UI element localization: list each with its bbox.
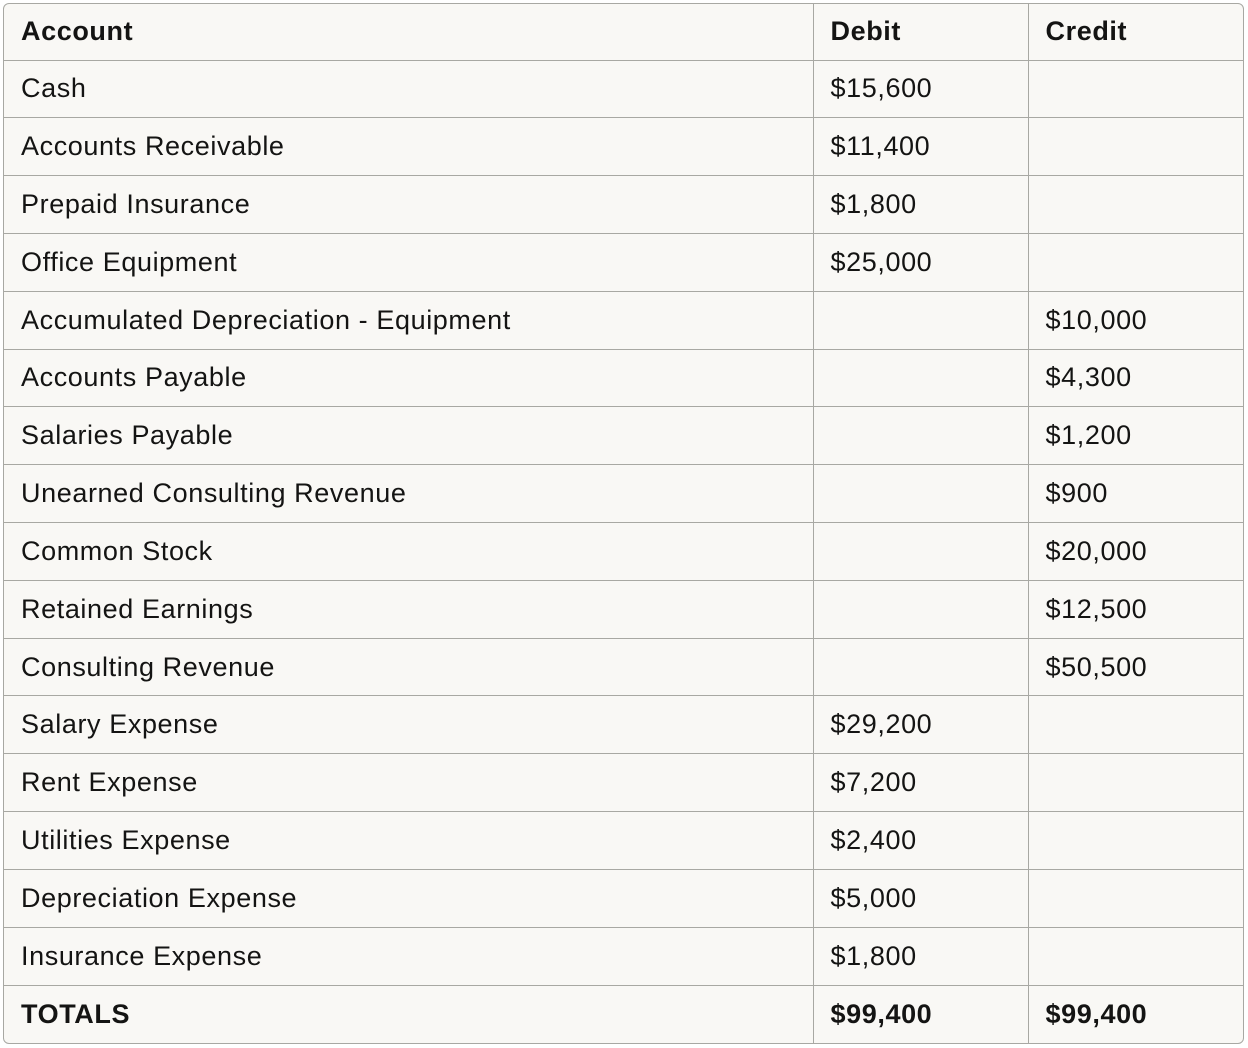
- totals-row: [4, 985, 1243, 1043]
- debit-cell: $25,000: [813, 233, 1028, 291]
- table-row: [4, 696, 1243, 754]
- account-cell: Accounts Receivable: [4, 118, 813, 176]
- debit-cell: $1,800: [813, 927, 1028, 985]
- totals-debit: $99,400: [813, 985, 1028, 1043]
- debit-cell: $1,800: [813, 176, 1028, 234]
- table-row: [4, 580, 1243, 638]
- account-cell: Salary Expense: [4, 696, 813, 754]
- trial-balance-table: [4, 4, 1243, 1043]
- credit-cell: [1028, 869, 1243, 927]
- credit-cell: [1028, 176, 1243, 234]
- debit-cell: [813, 523, 1028, 581]
- credit-cell: [1028, 118, 1243, 176]
- debit-cell: [813, 349, 1028, 407]
- totals-credit: $99,400: [1045, 998, 1148, 1029]
- credit-cell: [1028, 233, 1243, 291]
- account-cell: Common Stock: [4, 523, 813, 581]
- account-cell: Insurance Expense: [4, 927, 813, 985]
- debit-cell: [813, 291, 1028, 349]
- credit-cell: $12,500: [1028, 580, 1243, 638]
- credit-cell: $900: [1028, 465, 1243, 523]
- table-row: [4, 465, 1243, 523]
- credit-cell: $1,200: [1028, 407, 1243, 465]
- table-row: [4, 291, 1243, 349]
- account-cell: Office Equipment: [4, 233, 813, 291]
- account-cell: Rent Expense: [4, 754, 813, 812]
- table-row: [4, 812, 1243, 870]
- account-cell: Salaries Payable: [4, 407, 813, 465]
- credit-cell: $4,300: [1028, 349, 1243, 407]
- account-cell: Accumulated Depreciation - Equipment: [4, 291, 813, 349]
- table-row: [4, 754, 1243, 812]
- debit-cell: $15,600: [813, 60, 1028, 118]
- account-cell: Cash: [4, 60, 813, 118]
- account-cell: Retained Earnings: [4, 580, 813, 638]
- credit-cell: $20,000: [1028, 523, 1243, 581]
- account-cell: Consulting Revenue: [4, 638, 813, 696]
- account-cell: Depreciation Expense: [4, 869, 813, 927]
- debit-cell: $5,000: [813, 869, 1028, 927]
- credit-cell: [1028, 696, 1243, 754]
- header-row: [4, 4, 1243, 60]
- credit-cell: [1028, 60, 1243, 118]
- debit-cell: [813, 638, 1028, 696]
- debit-cell: [813, 407, 1028, 465]
- table-row: [4, 869, 1243, 927]
- account-cell: Prepaid Insurance: [4, 176, 813, 234]
- credit-cell: $10,000: [1028, 291, 1243, 349]
- debit-cell: [813, 580, 1028, 638]
- debit-cell: $2,400: [813, 812, 1028, 870]
- debit-cell: $11,400: [813, 118, 1028, 176]
- table-row: [4, 233, 1243, 291]
- table-row: [4, 407, 1243, 465]
- debit-cell: $29,200: [813, 696, 1028, 754]
- table-body: [4, 60, 1243, 1043]
- table-row: [4, 176, 1243, 234]
- totals-label: TOTALS: [4, 985, 813, 1043]
- credit-cell: [1028, 927, 1243, 985]
- table-row: [4, 60, 1243, 118]
- credit-cell: [1028, 812, 1243, 870]
- table-row: [4, 638, 1243, 696]
- debit-cell: $7,200: [813, 754, 1028, 812]
- trial-balance-table-container: [3, 3, 1244, 1044]
- account-column-header: Account: [4, 4, 813, 60]
- credit-cell: [1028, 754, 1243, 812]
- table-row: [4, 927, 1243, 985]
- credit-column-header: Credit: [1028, 4, 1243, 60]
- debit-cell: [813, 465, 1028, 523]
- credit-cell: $50,500: [1028, 638, 1243, 696]
- account-cell: Accounts Payable: [4, 349, 813, 407]
- table-row: [4, 523, 1243, 581]
- table-row: [4, 118, 1243, 176]
- account-cell: Unearned Consulting Revenue: [4, 465, 813, 523]
- account-cell: Utilities Expense: [4, 812, 813, 870]
- table-row: [4, 349, 1243, 407]
- debit-column-header: Debit: [813, 4, 1028, 60]
- table-header: [4, 4, 1243, 60]
